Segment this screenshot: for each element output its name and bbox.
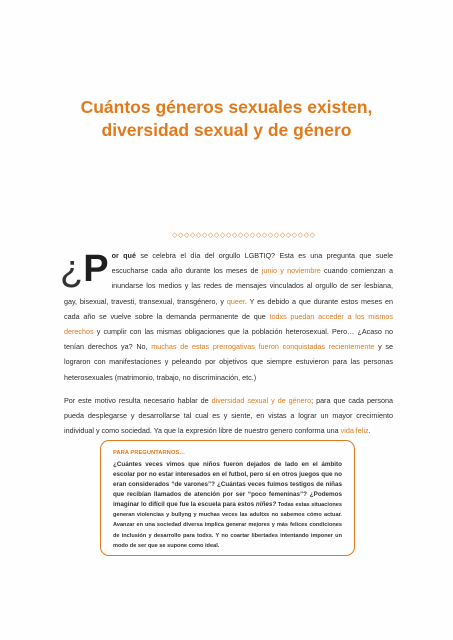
questions-box — [100, 440, 355, 556]
highlight-happy-life: vida feliz — [340, 426, 369, 436]
title-line-2: diversidad sexual y de género — [101, 120, 352, 140]
paragraph-2: Por este motivo resulta necesario hablar de diversidad sexual y de género; para que cada persona pueda desplegarse y desarrollarse tal cual es y siente, en vistas a lograr un mayor crecimiento individual y como sociedad. Ya que la expresión libre de nuestro genero conforma una vida feliz. — [64, 395, 393, 436]
title-line-1: Cuántos géneros sexuales existen, — [80, 97, 373, 117]
paragraph-1: ¿P or qué se celebra el día del orgullo LGBTIQ? Esta es una pregunta que suele escucharse cada año durante los meses de junio y noviembre cuando comienzan a inundarse los medios y las redes de mensajes vinculados al orgullo de ser lesbiana, gay, bisexual, travesti, transexual, transgénero, y queer. Y es debido a que durante estos meses en cada año se vuelve sobre la demanda permanente de que todxs puedan acceder a los mismos derechos y cumplir con las mismas obligaciones que la población heterosexual. Pero… ¿Acaso no tenían derechos ya? No, muchas de estas prerrogativas fueron conquistadas recientemente y se lograron con manifestaciones y peleando por objetivos que siempre estuvieron para las personas heterosexuales (matrimonio, trabajo, no discriminación, etc.) — [60, 248, 394, 382]
ornament-divider: ◇◇◇◇◇◇◇◇◇◇◇◇◇◇◇◇◇◇◇◇◇◇◇◇ — [172, 232, 316, 239]
highlight-months: junio y noviembre — [261, 266, 321, 276]
questions-text: ¿Cuántes veces vimos que niños fueron dejados de lado en el ámbito escolar por no estar interesados en el futbol, pero sí en otros juegos que no eran considerados “de varones”? ¿Cuántas veces fuimos testigos de niñas que recibían llamados de atención por ser “poco femeninas”? ¿Podemos imaginar lo difícil que fue la escuela para estos niñes? Todas estas situaciones generan violencias y bullyng y muchas veces las adultxs no sabemos cómo actuar. Avanzar en una sociedad diversa implica generar mejores y más felices condiciones de inclusión y desarrollo para todxs. Y no coartar libertades intentando imponer un modo de ser que se supone como ideal. — [113, 461, 343, 549]
drop-cap: ¿P — [60, 248, 109, 290]
highlight-diversity: diversidad sexual y de género — [211, 395, 312, 405]
page-title — [40, 96, 413, 142]
article-body — [60, 248, 394, 446]
questions-closing: Todas estas situaciones generan violencias y bullyng y muchas veces las adultxs no sabemos cómo actuar. Avanzar en una sociedad diversa implica generar mejores y más felices condiciones de inclusión y desarrollo para todxs. Y no coartar libertades intentando imponer un modo de ser que se supone como ideal. — [113, 502, 343, 549]
questions-heading: PARA PREGUNTARNOS… — [113, 450, 186, 456]
highlight-rights: todxs puedan acceder a los mismos derechos — [64, 311, 393, 337]
lead-bold: or qué — [111, 251, 136, 260]
highlight-queer: queer — [226, 296, 245, 306]
highlight-prerogatives: muchas de estas prerrogativas fueron conquistadas recientemente — [151, 342, 375, 352]
italic-term: niñes? — [255, 501, 277, 508]
